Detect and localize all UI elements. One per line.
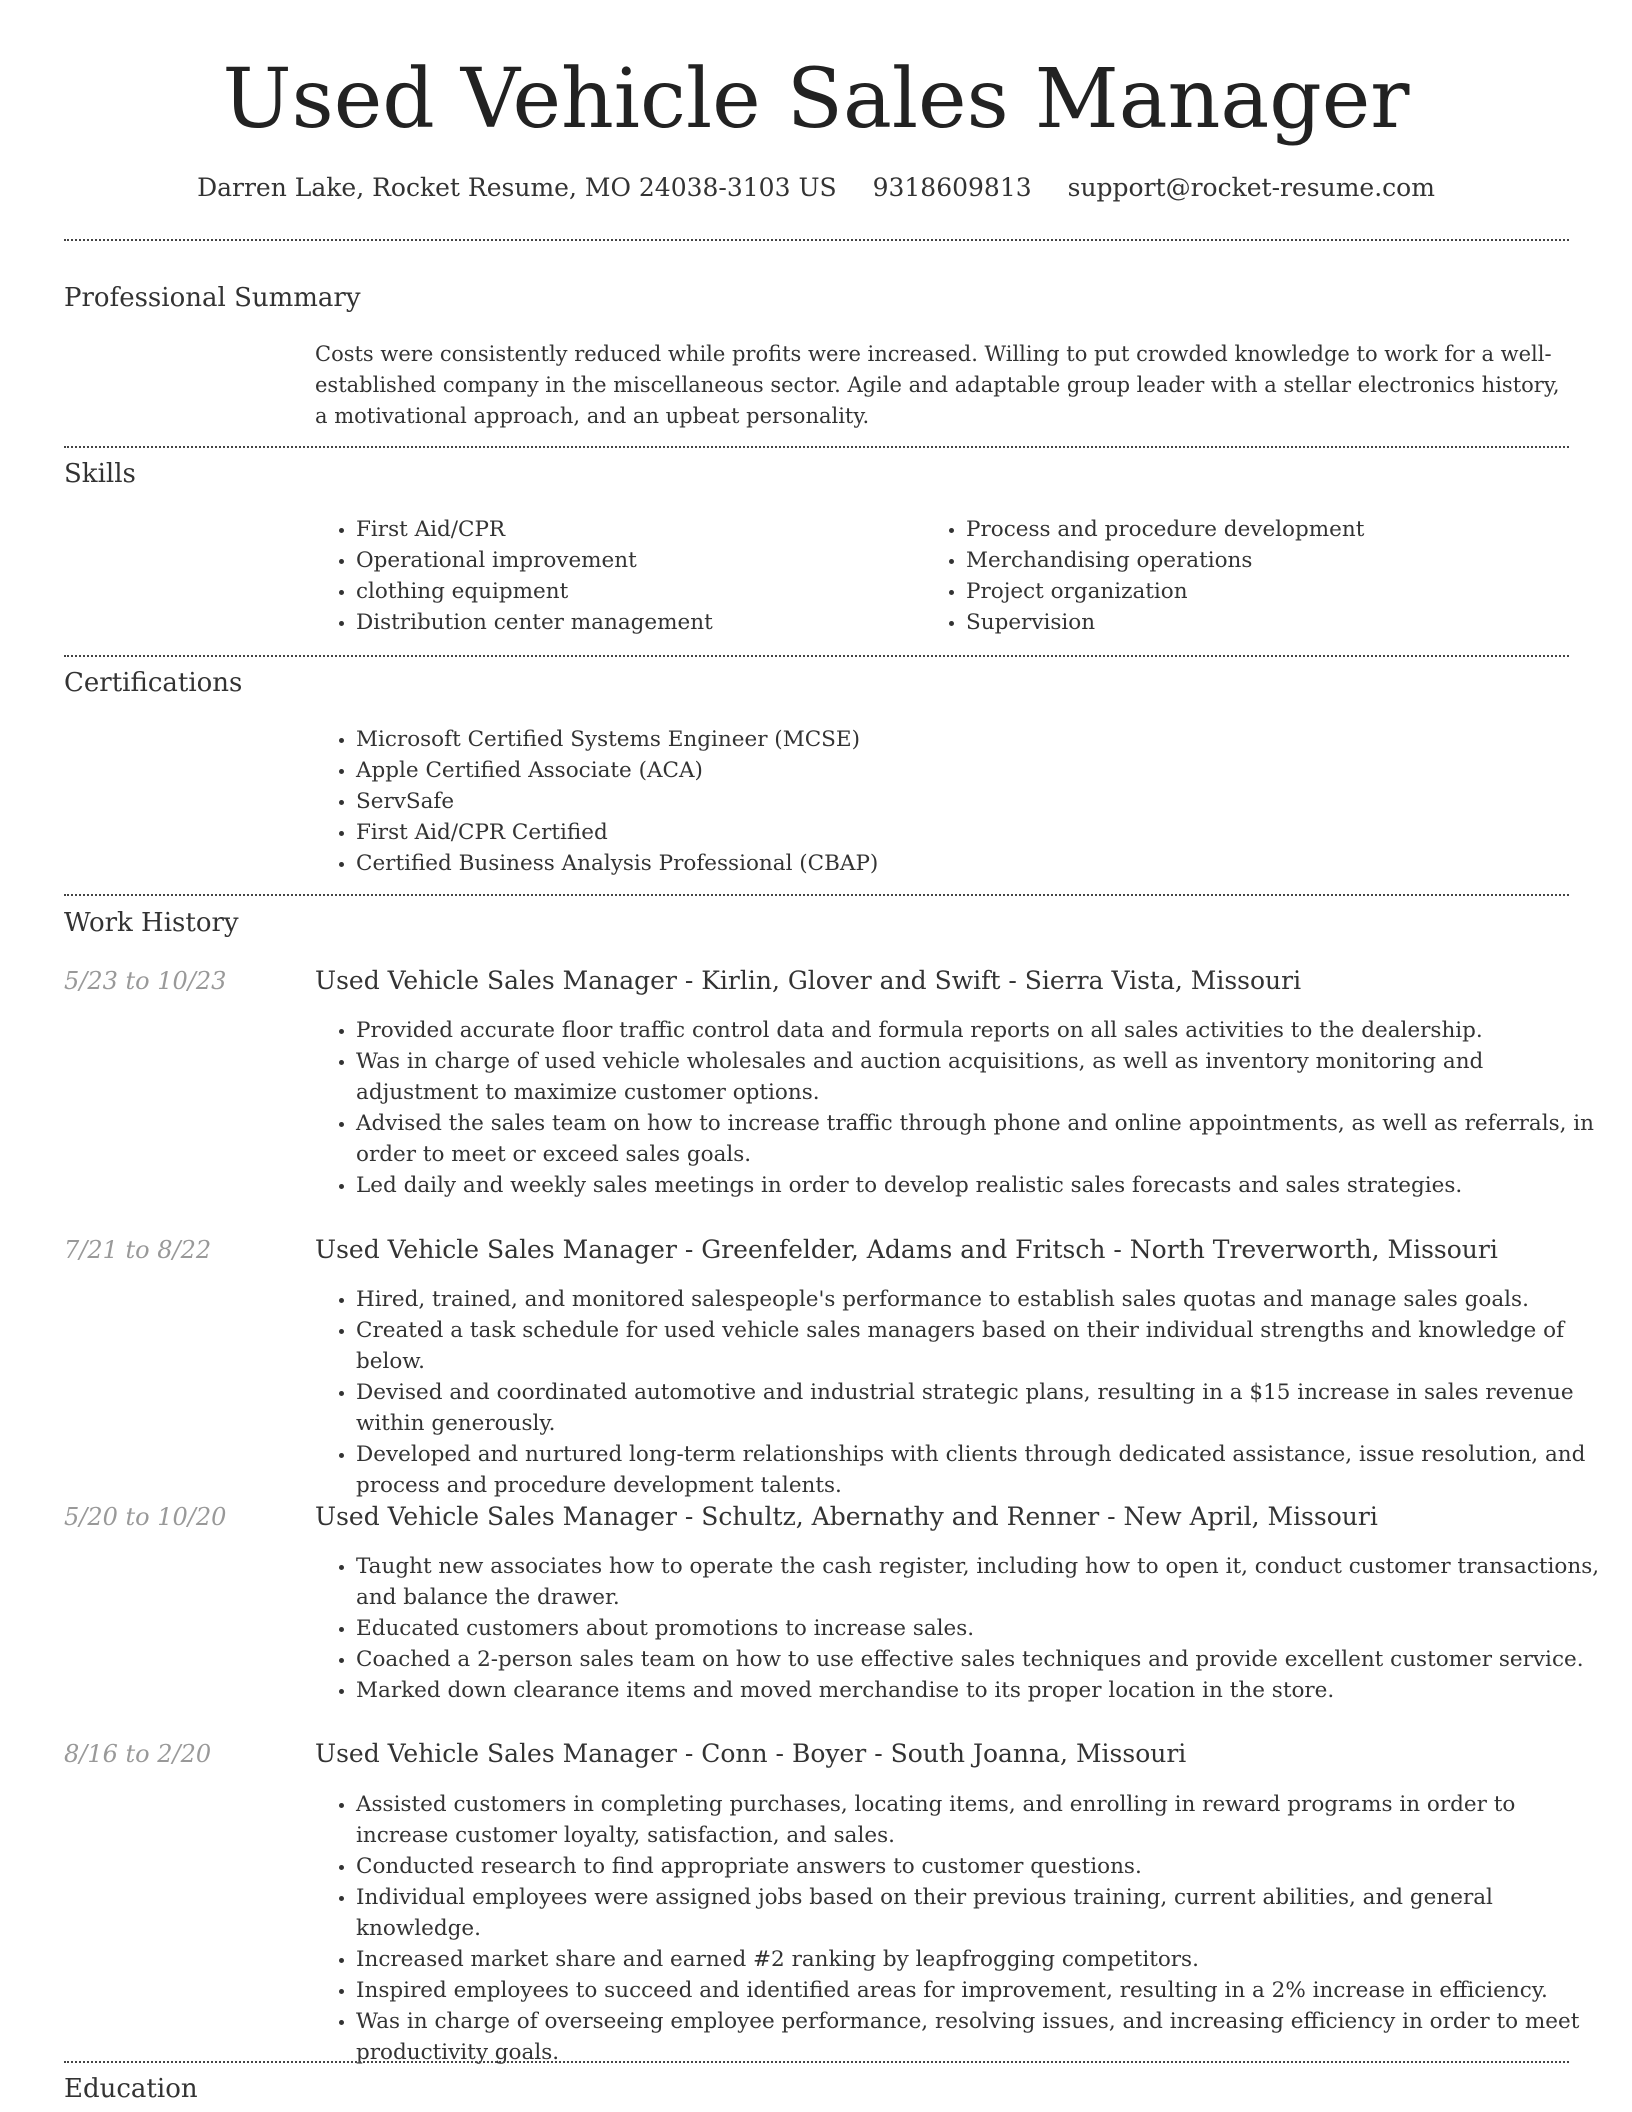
job-bullet: • Created a task schedule for used vehicle sales managers based on their individual strengths and knowledge of below. [356,1315,1611,1377]
job-title: Used Vehicle Sales Manager - Kirlin, Glover and Swift - Sierra Vista, Missouri [315,966,1302,995]
section-heading-work-history: Work History [64,908,239,938]
job-bullet: • Taught new associates how to operate the cash register, including how to open it, conduct customer transactions, and balance the drawer. [356,1551,1611,1613]
job-bullet: • Marked down clearance items and moved merchandise to its proper location in the store. [356,1675,1611,1706]
certification-item: • Certified Business Analysis Professional (CBAP) [356,848,1606,879]
job-bullets [312,1789,1611,2068]
contact-address: Darren Lake, Rocket Resume, MO 24038-3103 US [197,173,837,202]
job-title: Used Vehicle Sales Manager - Greenfelder, Adams and Fritsch - North Treverworth, Missouri [315,1235,1498,1264]
contact-email: support@rocket-resume.com [1067,173,1435,202]
job-bullet: • Hired, trained, and monitored salespeople's performance to establish sales quotas and manage sales goals. [356,1284,1611,1315]
job-bullets [312,1015,1611,1201]
skill-item: • Process and procedure development [966,514,1566,545]
section-divider [64,239,1569,241]
certification-item: • Microsoft Certified Systems Engineer (MCSE) [356,724,1606,755]
skill-item: • First Aid/CPR [356,514,916,545]
job-bullet: • Conducted research to find appropriate answers to customer questions. [356,1851,1611,1882]
job-dates: 7/21 to 8/22 [64,1236,212,1264]
skill-item: • clothing equipment [356,576,916,607]
job-bullet: • Led daily and weekly sales meetings in order to develop realistic sales forecasts and sales strategies. [356,1170,1611,1201]
job-bullet: • Was in charge of overseeing employee performance, resolving issues, and increasing efficiency in order to meet productivity goals. [356,2006,1611,2068]
section-divider [64,446,1569,448]
job-bullet: • Individual employees were assigned jobs based on their previous training, current abilities, and general knowledge. [356,1882,1611,1944]
resume-title: Used Vehicle Sales Manager [222,52,1410,147]
section-divider [64,655,1569,657]
job-bullet: • Increased market share and earned #2 ranking by leapfrogging competitors. [356,1944,1611,1975]
job-dates: 5/20 to 10/20 [64,1503,227,1531]
skill-item: • Operational improvement [356,545,916,576]
job-bullet: • Developed and nurtured long-term relationships with clients through dedicated assistance, issue resolution, and process and procedure development talents. [356,1439,1611,1501]
job-bullet: • Coached a 2-person sales team on how to use effective sales techniques and provide excellent customer service. [356,1644,1611,1675]
section-heading-summary: Professional Summary [64,283,361,313]
job-bullet: • Devised and coordinated automotive and industrial strategic plans, resulting in a $15 increase in sales revenue within generously. [356,1377,1611,1439]
section-heading-skills: Skills [64,459,136,489]
skill-item: • Distribution center management [356,607,916,638]
job-bullet: • Inspired employees to succeed and identified areas for improvement, resulting in a 2% increase in efficiency. [356,1975,1611,2006]
certification-item: • Apple Certified Associate (ACA) [356,755,1606,786]
certifications-list [312,724,1606,879]
job-bullet: • Educated customers about promotions to increase sales. [356,1613,1611,1644]
skill-item: • Supervision [966,607,1566,638]
job-bullets [312,1284,1611,1501]
skills-list-left [312,514,916,638]
job-title: Used Vehicle Sales Manager - Schultz, Abernathy and Renner - New April, Missouri [315,1502,1378,1531]
job-dates: 8/16 to 2/20 [64,1740,212,1768]
section-divider [64,2061,1569,2063]
section-divider [64,894,1569,896]
job-title: Used Vehicle Sales Manager - Conn - Boyer - South Joanna, Missouri [315,1739,1187,1768]
contact-phone: 9318609813 [872,173,1032,202]
certification-item: • First Aid/CPR Certified [356,817,1606,848]
section-heading-certifications: Certifications [64,668,243,698]
skills-list-right [922,514,1566,638]
section-heading-education: Education [64,2074,198,2104]
job-bullet: • Was in charge of used vehicle wholesales and auction acquisitions, as well as inventory monitoring and adjustment to maximize customer options. [356,1046,1611,1108]
job-bullet: • Assisted customers in completing purchases, locating items, and enrolling in reward programs in order to increase customer loyalty, satisfaction, and sales. [356,1789,1611,1851]
job-bullet: • Advised the sales team on how to increase traffic through phone and online appointments, as well as referrals, in order to meet or exceed sales goals. [356,1108,1611,1170]
job-bullets [312,1551,1611,1706]
summary-text: Costs were consistently reduced while profits were increased. Willing to put crowded knowledge to work for a well-established company in the miscellaneous sector. Agile and adaptable group leader with a stellar electronics history, a motivational approach, and an upbeat personality. [315,342,1560,428]
job-bullet: • Provided accurate floor traffic control data and formula reports on all sales activities to the dealership. [356,1015,1611,1046]
skill-item: • Project organization [966,576,1566,607]
contact-line [0,168,1632,208]
skill-item: • Merchandising operations [966,545,1566,576]
job-dates: 5/23 to 10/23 [64,967,227,995]
certification-item: • ServSafe [356,786,1606,817]
